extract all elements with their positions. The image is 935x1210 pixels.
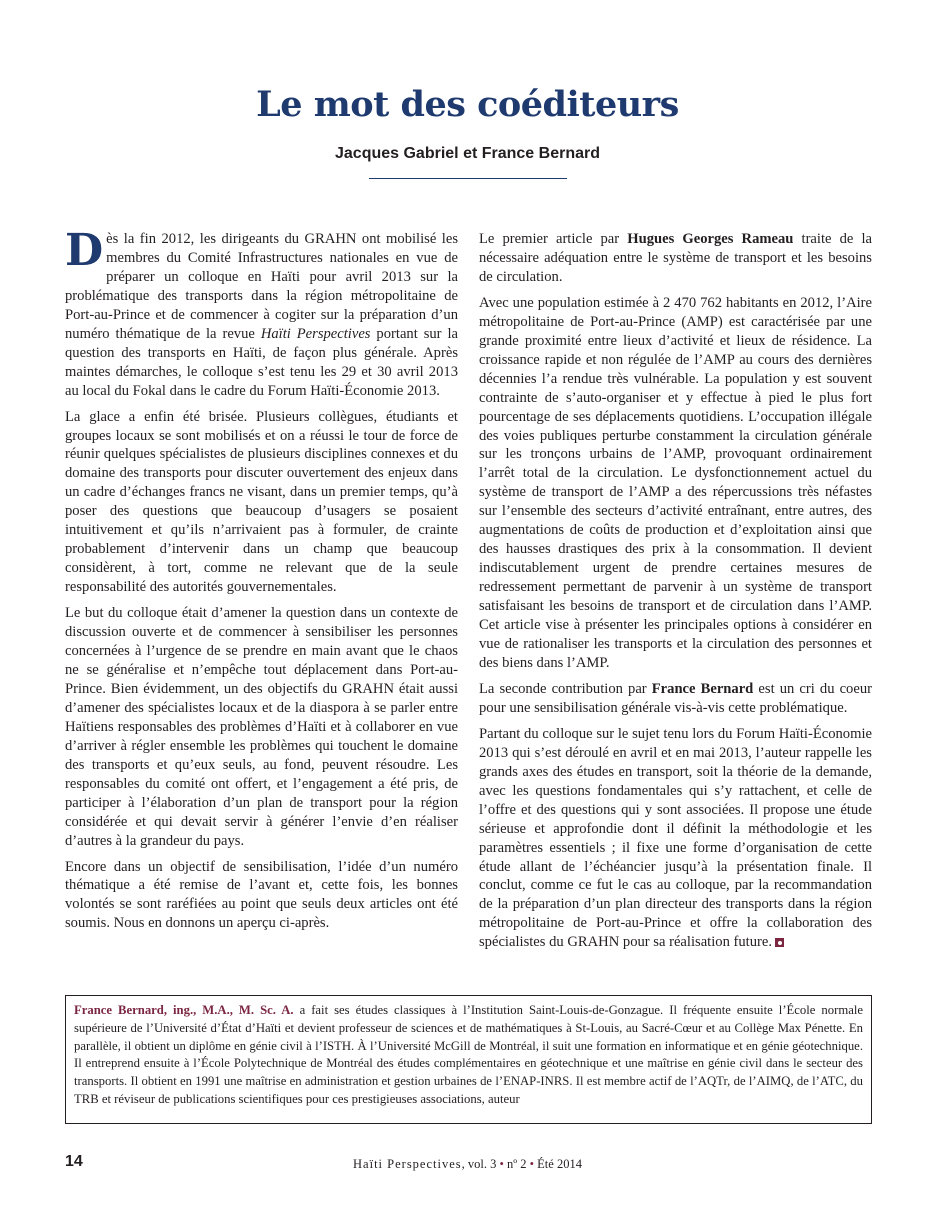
paragraph-text: ès la fin 2012, les dirigeants du GRAHN ont mobilisé les membres du Comité Infrastructures nationales en vue de préparer un colloque en Haïti pour avril 2013 sur la problématique des transports dans la région métropolitaine de Port-au-Prince et de commencer à cogiter sur la préparation d’un numéro thématique de la revue [65,231,458,342]
left-column [65,225,459,940]
paragraph-text: portant sur la question des transports en Haïti, de façon plus générale. Après maintes démarches, le colloque s’est tenu les 29 et 30 avril 2013 au local du Fokal dans le cadre du Forum Haïti-Économie 2013. [65,325,459,399]
paragraph-text: Le premier article par [479,231,628,247]
author-name: France Bernard [651,680,754,697]
author-bio-box [65,995,872,1124]
footer-bullet: • [499,1157,504,1171]
footer-volume: , vol. 3 [461,1157,500,1171]
footer-season: Été 2014 [534,1157,582,1171]
paragraph: Avec une population estimée à 2 470 762 habitants en 2012, l’Aire métropolitaine de Port-au-Prince (AMP) est caractérisée par une grande proximité entre lieux d’activité et lieux de résidence. La croissance rapide et non régulée de l’AMP au cours des dernières décennies l’a rendue très vulnérable. La population y est souvent contrainte de s’auto-organiser et y effectue à pied le plus fort pourcentage de ses déplacements quotidiens. L’occupation illégale des voies publiques perturbe constamment la circulation générale sur les tronçons urbains de l’AMP, provoquant ordinairement l’arrêt total de la circulation. Le dysfonctionnement actuel du système de transport de l’AMP a des répercussions très néfastes sur l’ensemble des secteurs d’activité entraînant, entre autres, des augmentations de coûts de production et d’exploitation ainsi que des hausses drastiques des prix à la consommation. Il devient indiscutablement urgent de prendre certaines mesures de redressement permettant de parvenir à un système de transport satisfaisant les besoins de transport et de circulation dans l’AMP. Cet article vise à présenter les principales options à considérer en vue de rationaliser les transports et la circulation des personnes et des biens dans l’AMP. [479,294,872,671]
paragraph: La glace a enfin été brisée. Plusieurs collègues, étudiants et groupes locaux se sont mobilisés et on a réussi le tour de force de réunir quelques spécialistes de plusieurs disciplines connexes et du domaine des transports pour discuter ouvertement des enjeux dans un cadre d’échanges francs ne visant, dans un premier temps, qu’à poser des questions que beaucoup d’usagers se posaient intuitivement et qu’ils n’arrivaient pas à formuler, de crainte probablement d’intervenir dans un champ que beaucoup considèrent, à tort, comme ne relevant que de la seule responsabilité des autorités gouvernementales. [65,408,458,596]
drop-cap: D [65,225,104,276]
footer-journal: Haïti Perspectives [353,1157,462,1171]
paragraph [479,230,872,287]
footer-bullet: • [529,1157,535,1171]
right-column [479,230,872,959]
paragraph [479,680,872,718]
paragraph [479,725,872,952]
article-authors: Jacques Gabriel et France Bernard [335,145,600,162]
paragraph: Encore dans un objectif de sensibilisation, l’idée d’un numéro thématique a été remise de l’avant et, cette fois, les bonnes volontés se sont raréfiées au point que seuls deux articles ont été soumis. Nous en donnons un aperçu ci-après. [65,858,458,932]
page-number: 14 [65,1153,83,1170]
bio-text: a fait ses études classiques à l’Institution Saint-Louis-de-Gonzague. Il fréquente ensuite l’École normale supérieure de l’Université d’État d’Haïti et devient professeur de sciences et de mathématiques à St-Louis, au Sacré-Cœur et au Collège Max Pénette. En parallèle, il obtient un diplôme en génie civil à l’ISTH. À l’Université McGill de Montréal, il suit une formation en informatique et en génie géotechnique. Il entreprend ensuite à l’École Polytechnique de Montréal des études complémentaires en géotechnique et une maîtrise en génie civil dans le secteur des transports. Il obtient en 1991 une maîtrise en administration et gestion urbaines de l’ENAP-INRS. Il est membre actif de l’AQTr, de l’AIMQ, de l’ATC, du TRB et réviseur de publications scientifiques pour ces prestigieuses associations, auteur [74,1003,864,1106]
paragraph [65,225,459,401]
paragraph-text: traite de la nécessaire adéquation entre le système de transport et les besoins de circulation. [479,231,872,285]
title-divider [369,178,567,179]
paragraph-text: La seconde contribution par [479,680,652,697]
author-name: Hugues Georges Rameau [627,231,794,247]
footer-issue: nº 2 [503,1157,530,1171]
journal-name: Haïti Perspectives [260,325,371,342]
bio-author-name: France Bernard, ing., M.A., M. Sc. A. [74,1003,294,1017]
running-footer [0,1157,935,1172]
paragraph-text: est un cri du coeur pour une sensibilisation générale vis-à-vis cette problématique. [479,680,872,716]
paragraph: Le but du colloque était d’amener la question dans un contexte de discussion ouverte et de commencer à sensibiliser les personnes concernées à l’urgence de se prendre en main avant que le chaos ne se généralise et n’empêche tout déplacement dans Port-au-Prince. Bien évidemment, un des objectifs du GRAHN était aussi d’amener des spécialistes locaux et de la diaspora à se parler entre Haïtiens responsables des problèmes d’Haïti et à collaborer en vue d’arriver à régler ensemble les problèmes qui touchent le domaine des transports et qu’eux seuls, au fond, peuvent résoudre. Les responsables du comité ont offert, et l’engagement a été pris, de participer à l’élaboration d’un plan de transport pour la région considérée et qui devait servir à générer l’envie d’en réaliser d’autres à la grandeur du pays. [65,605,458,849]
article-title: Le mot des coéditeurs [256,84,679,125]
paragraph-text: Partant du colloque sur le sujet tenu lors du Forum Haïti-Économie 2013 qui s’est déroulé en avril et en mai 2013, l’auteur rappelle les grands axes des études en transport, soit la théorie de la demande, avec les questions fondamentales qui s’y rattachent, et celle de l’offre et des questions qui y sont associées. Il propose une étude sérieuse et approfondie dont il définit la méthodologie et les paramètres essentiels ; il fixe une forme d’organisation de cette étude allant de l’échéancier jusqu’à la présentation finale. Il conclut, comme ce fut le cas au colloque, par la recommandation de la préparation d’un plan directeur des transports dans la région métropolitaine de Port-au-Prince et offre la collaboration des spécialistes du GRAHN pour sa réalisation future. [479,725,872,951]
end-of-article-icon [775,938,784,947]
